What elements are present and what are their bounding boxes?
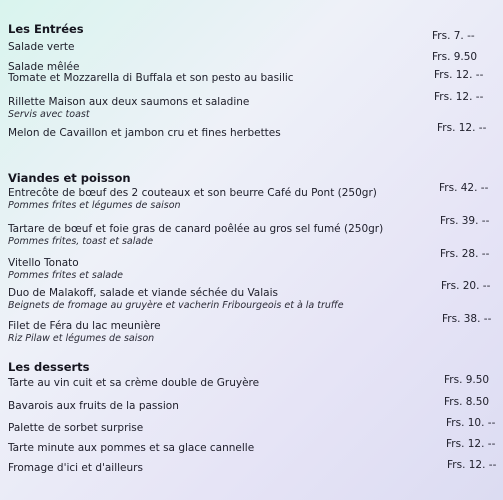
item-description: Pommes frites et salade <box>8 270 123 281</box>
item-name: Salade mêlée <box>8 61 80 73</box>
menu-item <box>8 96 428 120</box>
item-price: Frs. 28. -- <box>440 248 490 260</box>
item-price: Frs. 12. -- <box>434 69 484 81</box>
item-name: Entrecôte de bœuf des 2 couteaux et son beurre Café du Pont (250gr) <box>8 187 377 199</box>
section-title-viandes: Viandes et poisson <box>8 171 131 185</box>
item-name: Duo de Malakoff, salade et viande séchée du Valais <box>8 287 278 299</box>
item-description: Riz Pilaw et légumes de saison <box>8 333 155 344</box>
item-price: Frs. 12. -- <box>446 438 496 450</box>
menu-item <box>8 41 428 54</box>
menu-item <box>8 187 428 211</box>
menu-item <box>8 377 428 390</box>
section-title-desserts: Les desserts <box>8 360 90 374</box>
menu-item <box>8 462 428 475</box>
item-name: Tarte minute aux pommes et sa glace cannelle <box>8 442 255 454</box>
item-description: Pommes frites et légumes de saison <box>8 200 181 211</box>
menu-item <box>8 422 428 435</box>
item-name: Palette de sorbet surprise <box>8 422 144 434</box>
item-name: Fromage d'ici et d'ailleurs <box>8 462 143 474</box>
item-name: Bavarois aux fruits de la passion <box>8 400 179 412</box>
item-price: Frs. 10. -- <box>446 417 496 429</box>
item-price: Frs. 9.50 <box>432 51 478 63</box>
item-name: Melon de Cavaillon et jambon cru et fines herbettes <box>8 127 281 139</box>
menu-item <box>8 442 428 455</box>
item-description: Beignets de fromage au gruyère et vacherin Fribourgeois et à la truffe <box>8 300 344 311</box>
item-name: Salade verte <box>8 41 75 53</box>
menu-item <box>8 127 428 140</box>
item-price: Frs. 38. -- <box>442 313 492 325</box>
menu-item <box>8 287 428 311</box>
item-price: Frs. 39. -- <box>440 215 490 227</box>
menu-item <box>8 320 428 344</box>
item-price: Frs. 8.50 <box>444 396 490 408</box>
item-description: Servis avec toast <box>8 109 90 120</box>
menu-item <box>8 257 428 281</box>
item-price: Frs. 12. -- <box>437 122 487 134</box>
item-price: Frs. 9.50 <box>444 374 490 386</box>
item-price: Frs. 42. -- <box>439 182 489 194</box>
item-price: Frs. 12. -- <box>434 91 484 103</box>
item-description: Pommes frites, toast et salade <box>8 236 154 247</box>
item-name: Rillette Maison aux deux saumons et saladine <box>8 96 250 108</box>
menu-item <box>8 400 428 413</box>
item-name: Tomate et Mozzarella di Buffala et son pesto au basilic <box>8 72 294 84</box>
item-name: Vitello Tonato <box>8 257 79 269</box>
menu-item <box>8 223 428 247</box>
item-name: Tartare de bœuf et foie gras de canard poêlée au gros sel fumé (250gr) <box>8 223 384 235</box>
item-price: Frs. 7. -- <box>432 30 475 42</box>
item-name: Filet de Féra du lac meunière <box>8 320 161 332</box>
item-name: Tarte au vin cuit et sa crème double de Gruyère <box>8 377 260 389</box>
menu-item <box>8 72 428 85</box>
item-price: Frs. 12. -- <box>447 459 497 471</box>
item-price: Frs. 20. -- <box>441 280 491 292</box>
section-title-entrees: Les Entrées <box>8 22 84 36</box>
